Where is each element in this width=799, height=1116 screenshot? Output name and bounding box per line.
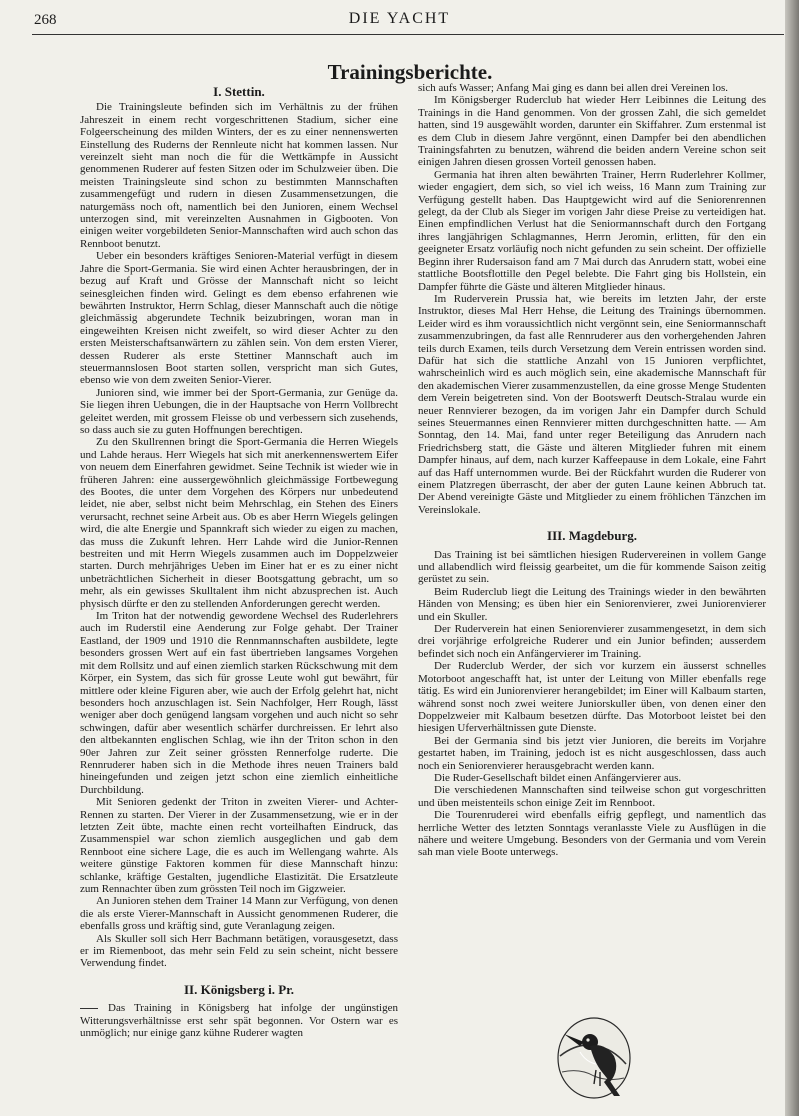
- paragraph: Der Ruderverein hat einen Seniorenvierer zusammengesetzt, in dem sich drei vorjährige erfolgreiche Ruderer und ein Junior befinden; ausserdem befindet sich noch ein Anfängervierer im Training.: [418, 623, 766, 660]
- paragraph: Bei der Germania sind bis jetzt vier Junioren, die bereits im Vorjahre gestartet haben, im Training, jedoch ist es nicht ausgeschlossen, dass auch noch ein Seniorenvierer herausgebracht werden kann.: [418, 734, 766, 772]
- page-edge-shadow: [785, 0, 799, 1116]
- paragraph: Das Training ist bei sämtlichen hiesigen Rudervereinen in vollem Gange und allabendlich wird fleissig gearbeitet, um die für kommende Saison zeitig gerüstet zu sein.: [418, 548, 766, 586]
- paragraph: Zu den Skullrennen bringt die Sport-Germania die Herren Wiegels und Lahde heraus. Herr Wiegels hat sich mit anerkennenswertem Eifer von neuem dem Einerfahren gewidmet. Seine Technik ist wieder wie in früheren Jahren: eine aussergewöhnlich gleichmässige Fortbewegung des Bootes, die unter dem Vorgehen des Körpers nur unbedeutend leidet, nie aber, selbst nicht beim Mehrschlag, ein Stehen des Einers verursacht, rechnet seine Arbeit aus. Ob es aber Herrn Wiegels gelingen wird, die alte Energie und Spannkraft sich wieder zu eigen zu machen, das muss die Zukunft lehren. Herr Lahde wird die Junior-Rennen bestreiten und mit Herrn Wiegels zusammen auch im Doppelzweier starten. Durch mehrjähriges Ueben im Einer hat er es zu einer nicht unbeträchtlichen Sicherheit in dieser Bootsgattung gebracht, um so mehr, als ein gewisses Skulltalent ihm nicht abzusprechen ist. Auch physisch dürfte er den zu stellenden Anforderungen gerecht werden.: [80, 436, 398, 610]
- paragraph: Ueber ein besonders kräftiges Senioren-Material verfügt in diesem Jahre die Sport-Germania. Sie wird einen Achter herausbringen, der in bezug auf Kraft und Grösse der Mannschaft nicht so leicht seinesgleichen finden wird. Gelingt es dem ebenso erfahrenen wie bewährten Instruktor, Herrn Schlag, dieser Mannschaft auch die nötige gleichmässig abgerundete Technik beizubringen, woran man in eingeweihten Kreisen nicht zweifelt, so wird dieser Achter zu den ersten Meisterschaftsanwärtern zu zählen sein. Von dem ersten Vierer, dessen Ruderer als erste Stettiner Mannschaft auch im steuermannslosen Boot starten sollen, verspricht man sich Gutes, ebenso wie von dem zweiten Senior-Vierer.: [80, 250, 398, 387]
- paragraph: Die Ruder-Gesellschaft bildet einen Anfängervierer aus.: [434, 771, 682, 784]
- paragraph: Im Ruderverein Prussia hat, wie bereits im letzten Jahr, der erste Instruktor, dieses Mal Herr Hehse, die Leitung des Trainings übernommen. Leider wird es ihm voraussichtlich nicht vergönnt sein, eine Seniormannschaft zusammenzubringen, da fast alle Rennruderer aus den vorhergehenden Jahren teils durch Examen, teils durch Versetzung dem Verein entrissen worden sind. Dafür hat sich die stattliche Anzahl von 15 Junioren verpflichtet, wahrscheinlich wird es auch möglich sein, eine akademische Mannschaft für den akademischen Vierer zusammenzustellen, da eine grosse Menge Studenten dem Verein beigetreten sind. Von der Bootswerft Deutsch-Stralau wurde ein neuer Rennvierer bezogen, da im vorigen Jahr ein Dampfer durch Schuld seines Steuermannes einen Rennvierer mitten durchgeschnitten hatte. — Am Sonntag, den 14. Mai, fand unter reger Beteiligung das Anrudern nach Friedrichsberg statt, die Gäste und älteren Mitglieder fuhren mit einem Dampfer hinaus, auf dem, nach kurzer Kaffeepause in dem Lokale, eine Fahrt auf das Haff unternommen wurde. Bei der Rückfahrt wurden die Ruderer von einem Platzregen überrascht, der aber der guten Laune keinen Abbruch tat. Der Abend vereinigte Gäste und Mitglieder zu einem fröhlichen Tänzchen im Vereinslokale.: [418, 292, 766, 516]
- paragraph: Die verschiedenen Mannschaften sind teilweise schon gut vorgeschritten und üben meistenteils schon einige Zeit im Rennboot.: [418, 784, 766, 809]
- paragraph: sich aufs Wasser; Anfang Mai ging es dann bei allen drei Vereinen los.: [418, 82, 728, 94]
- section-heading-koenigsberg: II. Königsberg i. Pr.: [183, 981, 295, 997]
- paragraph: Die Trainingsleute befinden sich im Verhältnis zu der frühen Jahreszeit in einem recht vorgeschrittenen Stadium, sicher eine Folgeerscheinung des milden Winters, der es zu einer nennenswerten Einstellung des Ruderns der Rennleute nicht hat kommen lassen. Nur vereinzelt sieht man noch die für die Wettkämpfe in Aussicht genommenen Ruderer auf festen Sitzen oder im Schulzweier üben. Die meisten Trainingsleute sind schon zu bestimmten Mannschaften zusammengefügt und rudern in diesen Zusammensetzungen, die naturgemäss noch oft, namentlich bei den Junioren, einem Wechsel unterzogen sind, mit vereinzelten Ausnahmen in Gigbooten. Von einigen weiter vorgebildeten Senior-Mannschaften wird auch schon das Rennboot benutzt.: [80, 101, 398, 250]
- paragraph: Beim Ruderclub liegt die Leitung des Trainings wieder in den bewährten Händen von Mensing; es üben hier ein Seniorenvierer, zwei Juniorenvierer und ein Skuller.: [418, 585, 766, 623]
- paragraph: An Junioren stehen dem Trainer 14 Mann zur Verfügung, von denen die als erste Vierer-Mannschaft in Aussicht genommenen Ruderer, die ebenfalls gross und kräftig sind, gute Veranlagung zeigen.: [80, 895, 398, 933]
- left-column: [80, 84, 398, 1039]
- dash-ornament: [80, 1008, 98, 1009]
- running-head: DIE YACHT: [348, 10, 451, 27]
- page-number: 268: [34, 12, 57, 28]
- kingfisher-bird-icon: [550, 1012, 634, 1102]
- paragraph: [80, 1002, 398, 1039]
- right-column: [418, 82, 766, 859]
- paragraph: Als Skuller soll sich Herr Bachmann betätigen, vorausgesetzt, dass er im Riemenboot, das mehr sein Feld zu sein scheint, nicht bessere Verwendung findet.: [80, 932, 398, 970]
- paragraph: Germania hat ihren alten bewährten Trainer, Herrn Ruderlehrer Kollmer, wieder engagiert, dem sich, so viel ich weiss, 16 Mann zum Training zur Verfügung gestellt haben. Das Hauptgewicht wird auf die Seniorenrennen gelegt, da der Club als Sieger im vorigen Jahr diese Preise zu verteidigen hat. Einen empfindlichen Verlust hat die Seniormannschaft durch den Fortgang ihres langjährigen Schlagmannes, Herrn Jeromin, erlitten, für den ein geeigneter Ersatz vorläufig noch nicht gefunden zu sein scheint. Der offizielle Beginn ihrer Rudersaison fand am 7 Mai durch das Anrudern statt, wobei eine stattliche Bootsflottille den Pegel belebte. Die Fahrt ging bis Hollstein, ein Dampfer führte die Gäste und älteren Mitglieder hinaus.: [418, 168, 766, 293]
- paragraph: Junioren sind, wie immer bei der Sport-Germania, zur Genüge da. Sie liegen ihren Uebungen, die in der Hauptsache von Herrn Vollbrecht geleitet werden, mit grossem Fleisse ob und verbessern sich zusehends, so dass auch sie zu guten Hoffnungen berechtigen.: [80, 386, 398, 436]
- header-rule: [32, 34, 784, 35]
- section-heading-magdeburg: III. Magdeburg.: [547, 528, 637, 544]
- paragraph-text: Das Training in Königsberg hat infolge der ungünstigen Witterungsverhältnisse erst sehr spät begonnen. Vor Ostern war es unmöglich; nur einige ganz kühne Ruderer wagten: [80, 1002, 398, 1040]
- article-title: Trainingsberichte.: [327, 60, 493, 84]
- paragraph: Mit Senioren gedenkt der Triton in zweiten Vierer- und Achter-Rennen zu starten. Der Vierer in der Zusammensetzung, wie er in der letzten Zeit übte, machte einen recht vorteilhaften Eindruck, das Zusammenspiel war schon ziemlich ausgeglichen und gab dem Rennboot eine sichere Lage, die es auch im Wellengang wahrte. Als weitere günstige Faktoren kommen für diese Mannschaft hinzu: schlanke, kräftige Gestalten, jugendliche Elastizität. Die Ersatzleute zum Rennachter üben zum grössten Teil noch im Gigzweier.: [80, 796, 398, 895]
- paragraph: Im Königsberger Ruderclub hat wieder Herr Leibinnes die Leitung des Trainings in die Hand genommen. Von der grossen Zahl, die sich gemeldet hatten, sind 19 ausgewählt worden, darunter ein Skiffahrer. Zum erstenmal ist es dem Club in diesem Jahre vergönnt, einen Dampfer bei den abendlichen Trainingsfahrten zu benutzen, während die beiden andern Vereine schon seit einigen Jahren diesen grossen Vorteil genossen haben.: [418, 94, 766, 169]
- paragraph: Der Ruderclub Werder, der sich vor kurzem ein äusserst schnelles Motorboot angeschafft hat, ist unter der Leitung von Miller ebenfalls rege tätig. Es wird ein Juniorenvierer herangebildet; im Einer will Kalbaum starten, während sonst noch zwei weitere Juniorskuller üben, von denen einer den Doppelzweier mit Kalbaum besetzen dürfte. Das Motorboot leistet bei den hiesigen Uferverhältnissen gute Dienste.: [418, 660, 766, 735]
- paragraph: Die Tourenruderei wird ebenfalls eifrig gepflegt, und namentlich das herrliche Wetter des letzten Sonntags veranlasste Viele zu Ausflügen in die nähere und weitere Umgebung. Besonders von der Germania und vom Verein sah man viele Boote unterwegs.: [418, 809, 766, 859]
- section-heading-stettin: I. Stettin.: [213, 84, 265, 99]
- paragraph: Im Triton hat der notwendig gewordene Wechsel des Ruderlehrers auch im Ruderstil eine Aenderung zur Folge gehabt. Der Trainer Eastland, der 1909 und 1910 die Rennmannschaften ausbildete, legte besonders grossen Wert auf ein fast übertrieben langsames Vorgehen mit dem Rollsitz und auf einen ziemlich starken Rückschwung mit dem Körper, ein System, das sich für grosse Leute wohl gut bewährt, für mittlere oder kleine Figuren aber, wie auch der Erfolg gelehrt hat, nicht besonders hoch anzuschlagen ist. Sein Nachfolger, Herr Rough, lässt weniger aber doch genügend langsam vorgehen und auch nicht so sehr schwingen, dafür aber wesentlich schärfer durchreissen. Er lehrt also den altbekannten englischen Schlag, wie ihn der Triton schon in den 90er Jahren zur Zeit seiner grössten Rennerfolge ruderte. Die Rennruderer haben sich in die Methode ihres neuen Trainers bald hineingefunden und zeigen jetzt schon eine ziemlich einheitliche Durchbildung.: [80, 610, 398, 796]
